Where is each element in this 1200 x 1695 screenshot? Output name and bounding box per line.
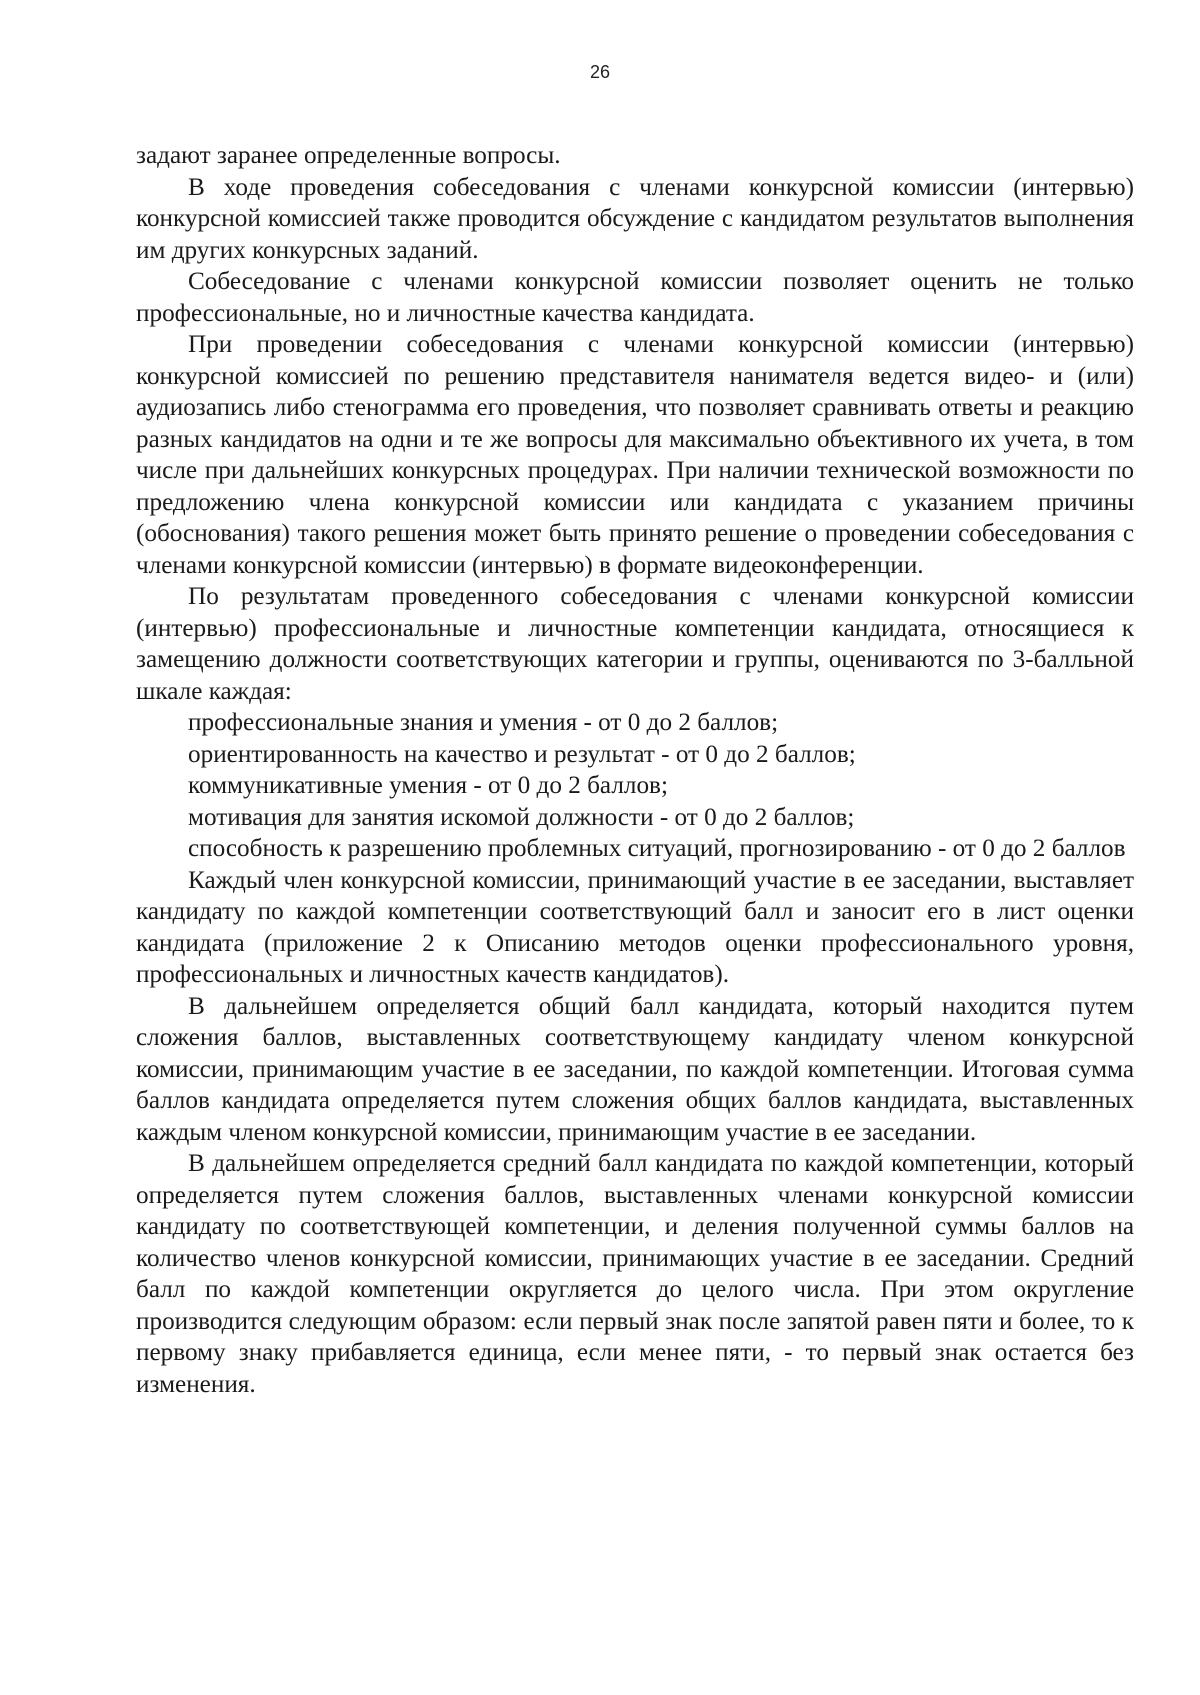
paragraph-assessment-scale: По результатам проведенного собеседования с членами конкурсной комиссии (интервью) профессиональные и личностные компетенции кандидата, относящиеся к замещению должности соответствующих категории и группы, оцениваются по 3-балльной шкале каждая:	[136, 583, 1134, 705]
competency-item: профессиональные знания и умения - от 0 до 2 баллов;	[188, 709, 779, 736]
paragraph-interview-discussion: В ходе проведения собеседования с членами конкурсной комиссии (интервью) конкурсной комиссией также проводится обсуждение с кандидатом результатов выполнения им других конкурсных заданий.	[136, 173, 1134, 264]
paragraph-total-score: В дальнейшем определяется общий балл кандидата, который находится путем сложения баллов, выставленных соответствующему кандидату членом конкурсной комиссии, принимающим участие в ее заседании, по каждой компетенции. Итоговая сумма баллов кандидата определяется путем сложения общих баллов кандидата, выставленных каждым членом конкурсной комиссии, принимающим участие в ее заседании.	[136, 992, 1134, 1146]
competency-item: коммуникативные умения - от 0 до 2 баллов;	[188, 772, 668, 799]
page-number: 26	[589, 62, 611, 82]
paragraph-interview-recording: При проведении собеседования с членами конкурсной комиссии (интервью) конкурсной комиссией по решению представителя нанимателя ведется видео- и (или) аудиозапись либо стенограмма его проведения, что позволяет сравнивать ответы и реакцию разных кандидатов на одни и те же вопросы для максимально объективного их учета, в том числе при дальнейших конкурсных процедурах. При наличии технической возможности по предложению члена конкурсной комиссии или кандидата с указанием причины (обоснования) такого решения может быть принято решение о проведении собеседования с членами конкурсной комиссии (интервью) в формате видеоконференции.	[136, 331, 1134, 579]
paragraph-average-score: В дальнейшем определяется средний балл кандидата по каждой компетенции, который определяется путем сложения баллов, выставленных членами конкурсной комиссии кандидату по соответствующей компетенции, и деления полученной суммы баллов на количество членов конкурсной комиссии, принимающих участие в ее заседании. Средний балл по каждой компетенции округляется до целого числа. При этом округление производится следующим образом: если первый знак после запятой равен пяти и более, то к первому знаку прибавляется единица, если менее пяти, - то первый знак остается без изменения.	[136, 1150, 1134, 1398]
paragraph-continuation: задают заранее определенные вопросы.	[136, 142, 561, 169]
document-body	[136, 140, 1134, 1400]
competency-item: мотивация для занятия искомой должности - от 0 до 2 баллов;	[188, 803, 855, 831]
paragraph-interview-purpose: Собеседование с членами конкурсной комиссии позволяет оценить не только профессиональные, но и личностные качества кандидата.	[136, 268, 1134, 327]
competency-item: ориентированность на качество и результат - от 0 до 2 баллов;	[188, 740, 856, 768]
competency-item: способность к разрешению проблемных ситуаций, прогнозированию - от 0 до 2 баллов	[188, 835, 1126, 862]
paragraph-evaluation-sheet: Каждый член конкурсной комиссии, принимающий участие в ее заседании, выставляет кандидату по каждой компетенции соответствующий балл и заносит его в лист оценки кандидата (приложение 2 к Описанию методов оценки профессионального уровня, профессиональных и личностных качеств кандидатов).	[136, 866, 1134, 988]
